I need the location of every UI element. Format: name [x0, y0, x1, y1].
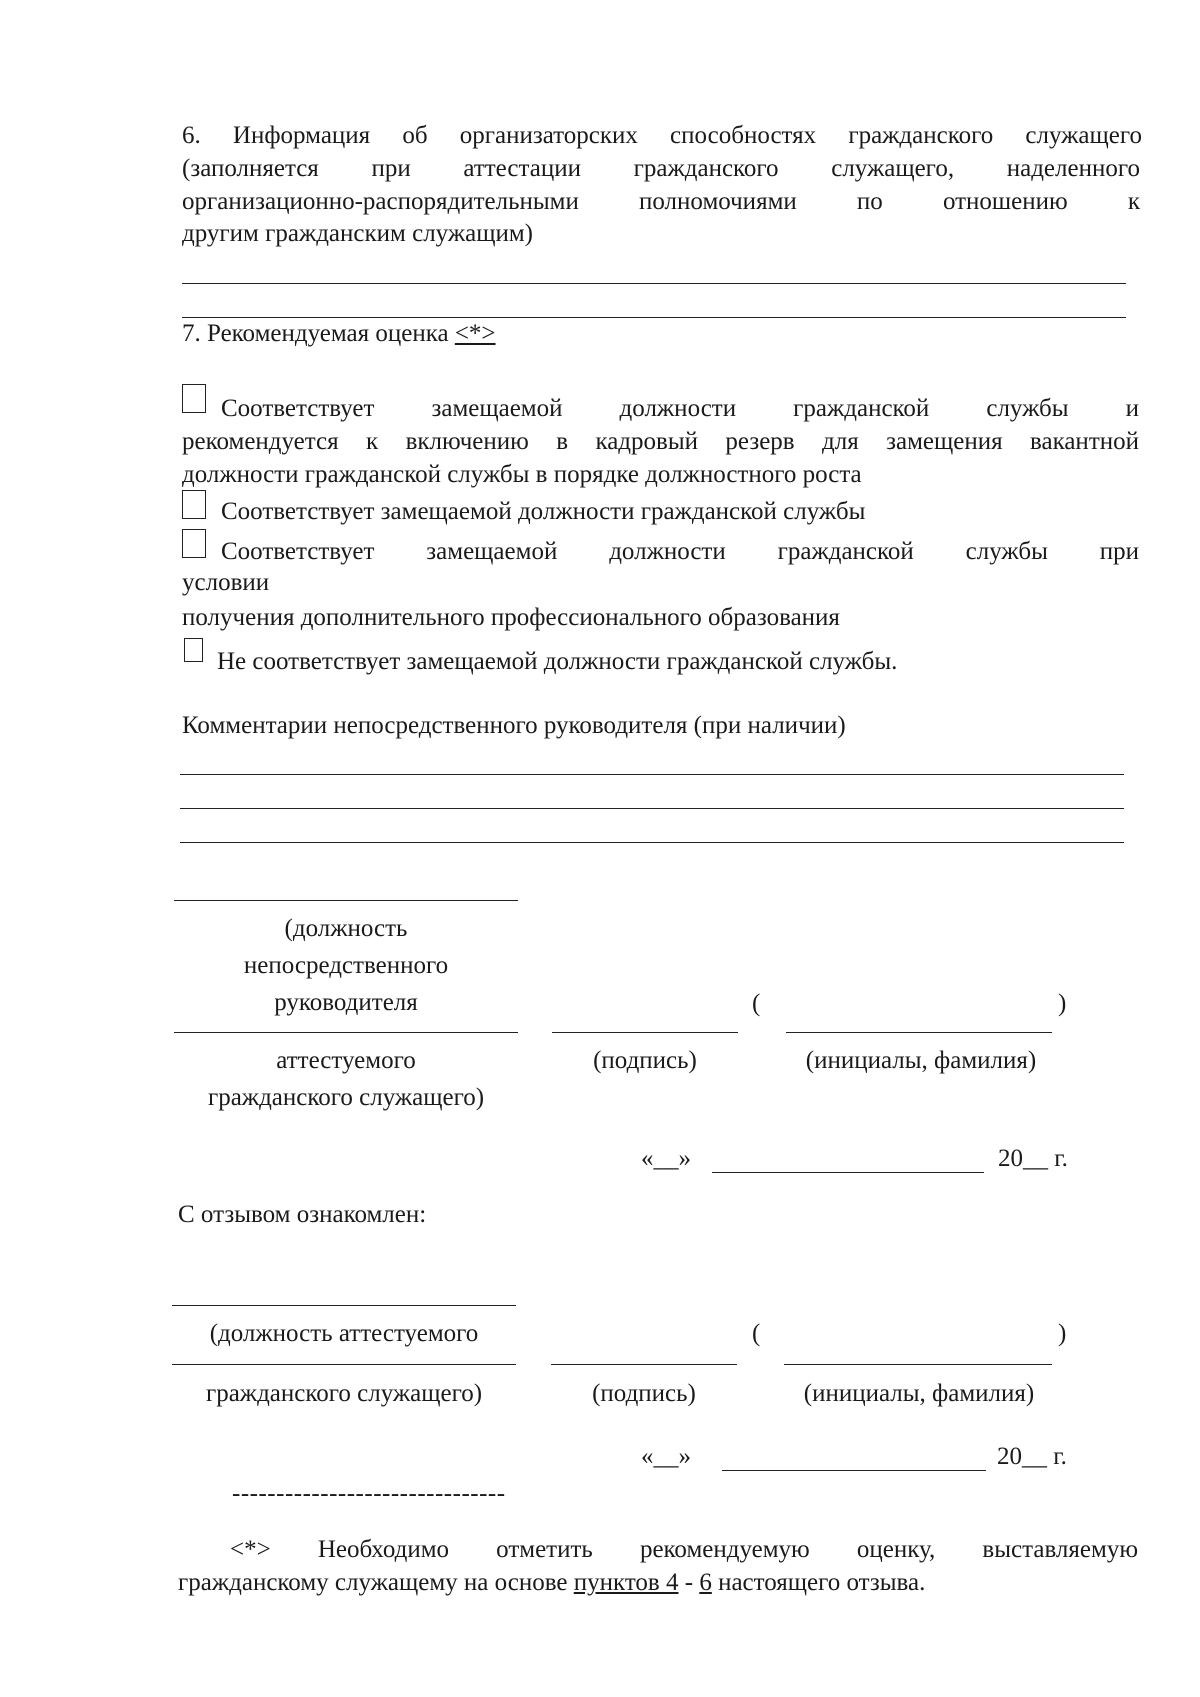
option-4-line1: Не соответствует замещаемой должности гражданской службы.: [217, 648, 898, 675]
footnote-line2: гражданскому служащему на основе пунктов 4 - 6 настоящего отзыва.: [178, 1569, 926, 1596]
supervisor-position-line-bottom[interactable]: [174, 1032, 518, 1033]
supervisor-position-line-top[interactable]: [174, 900, 518, 901]
supervisor-signature-caption: (подпись): [593, 1047, 697, 1074]
employee-position-line-bottom[interactable]: [172, 1364, 516, 1365]
comments-line-1[interactable]: [180, 774, 1124, 775]
employee-position-caption-2: гражданского служащего): [205, 1380, 483, 1407]
section6-answer-line-1[interactable]: [182, 283, 1126, 284]
supervisor-date-year[interactable]: 20__ г.: [998, 1145, 1068, 1172]
option-1-line3: должности гражданской службы в порядке должностного роста: [182, 461, 862, 488]
option-4-checkbox[interactable]: [184, 638, 203, 662]
employee-initials-close-paren: ): [1058, 1320, 1067, 1347]
supervisor-position-caption-4: аттестуемого: [276, 1047, 416, 1074]
section6-line3: организационно-распорядительными полномочиями по отношению к: [182, 188, 1140, 215]
option-3-checkbox[interactable]: [182, 529, 206, 558]
employee-position-line-top[interactable]: [172, 1305, 516, 1306]
employee-initials-open-paren: (: [752, 1320, 761, 1347]
supervisor-initials-caption: (инициалы, фамилия): [805, 1047, 1037, 1074]
option-3-line1: Соответствует замещаемой должности гражданской службы при: [221, 538, 1139, 565]
option-1-line2: рекомендуется к включению в кадровый резерв для замещения вакантной: [182, 428, 1139, 455]
section6-line2: (заполняется при аттестации гражданского служащего, наделенного: [182, 155, 1140, 182]
points-4-link[interactable]: пунктов 4: [573, 1569, 679, 1596]
supervisor-position-caption-5: гражданского служащего): [207, 1084, 485, 1111]
supervisor-position-caption-1: (должность: [284, 915, 408, 942]
employee-position-caption-1: (должность аттестуемого: [209, 1320, 479, 1347]
point-6-link[interactable]: 6: [699, 1569, 712, 1596]
employee-date-year[interactable]: 20__ г.: [997, 1443, 1067, 1470]
employee-initials-caption: (инициалы, фамилия): [803, 1380, 1035, 1407]
comments-label: Комментарии непосредственного руководителя (при наличии): [182, 712, 846, 739]
footnote-line1: <*> Необходимо отметить рекомендуемую оценку, выставляемую: [230, 1536, 1138, 1563]
section6-answer-line-2[interactable]: [182, 317, 1126, 318]
section7-title: 7. Рекомендуемая оценка <*>: [182, 320, 496, 347]
supervisor-initials-open-paren: (: [752, 990, 761, 1017]
supervisor-initials-line[interactable]: [786, 1032, 1052, 1033]
employee-signature-line[interactable]: [551, 1364, 737, 1365]
supervisor-signature-line[interactable]: [552, 1032, 738, 1033]
employee-signature-caption: (подпись): [592, 1380, 696, 1407]
supervisor-position-caption-2: непосредственного: [243, 952, 449, 979]
section6-line1: 6. Информация об организаторских способностях гражданского служащего: [182, 122, 1142, 149]
section6-line4: другим гражданским служащим): [182, 220, 533, 247]
option-2-line1: Соответствует замещаемой должности гражданской службы: [221, 498, 866, 525]
supervisor-position-caption-3: руководителя: [274, 989, 418, 1016]
option-1-checkbox[interactable]: [182, 384, 206, 413]
footnote-reference-link[interactable]: <*>: [454, 320, 496, 347]
comments-line-2[interactable]: [180, 808, 1124, 809]
option-2-checkbox[interactable]: [182, 490, 206, 519]
supervisor-initials-close-paren: ): [1058, 990, 1067, 1017]
option-1-line1: Соответствует замещаемой должности гражданской службы и: [221, 395, 1139, 422]
acknowledged-label: С отзывом ознакомлен:: [178, 1201, 427, 1228]
supervisor-date-day[interactable]: «__»: [641, 1145, 691, 1172]
footnote-separator: -------------------------------: [232, 1480, 506, 1507]
employee-date-day[interactable]: «__»: [641, 1443, 691, 1470]
employee-date-month-line[interactable]: [722, 1470, 986, 1471]
comments-line-3[interactable]: [180, 842, 1124, 843]
option-3-line3: получения дополнительного профессионального образования: [182, 604, 840, 631]
option-3-line2: условии: [182, 569, 270, 596]
supervisor-date-month-line[interactable]: [712, 1172, 984, 1173]
employee-initials-line[interactable]: [784, 1364, 1052, 1365]
